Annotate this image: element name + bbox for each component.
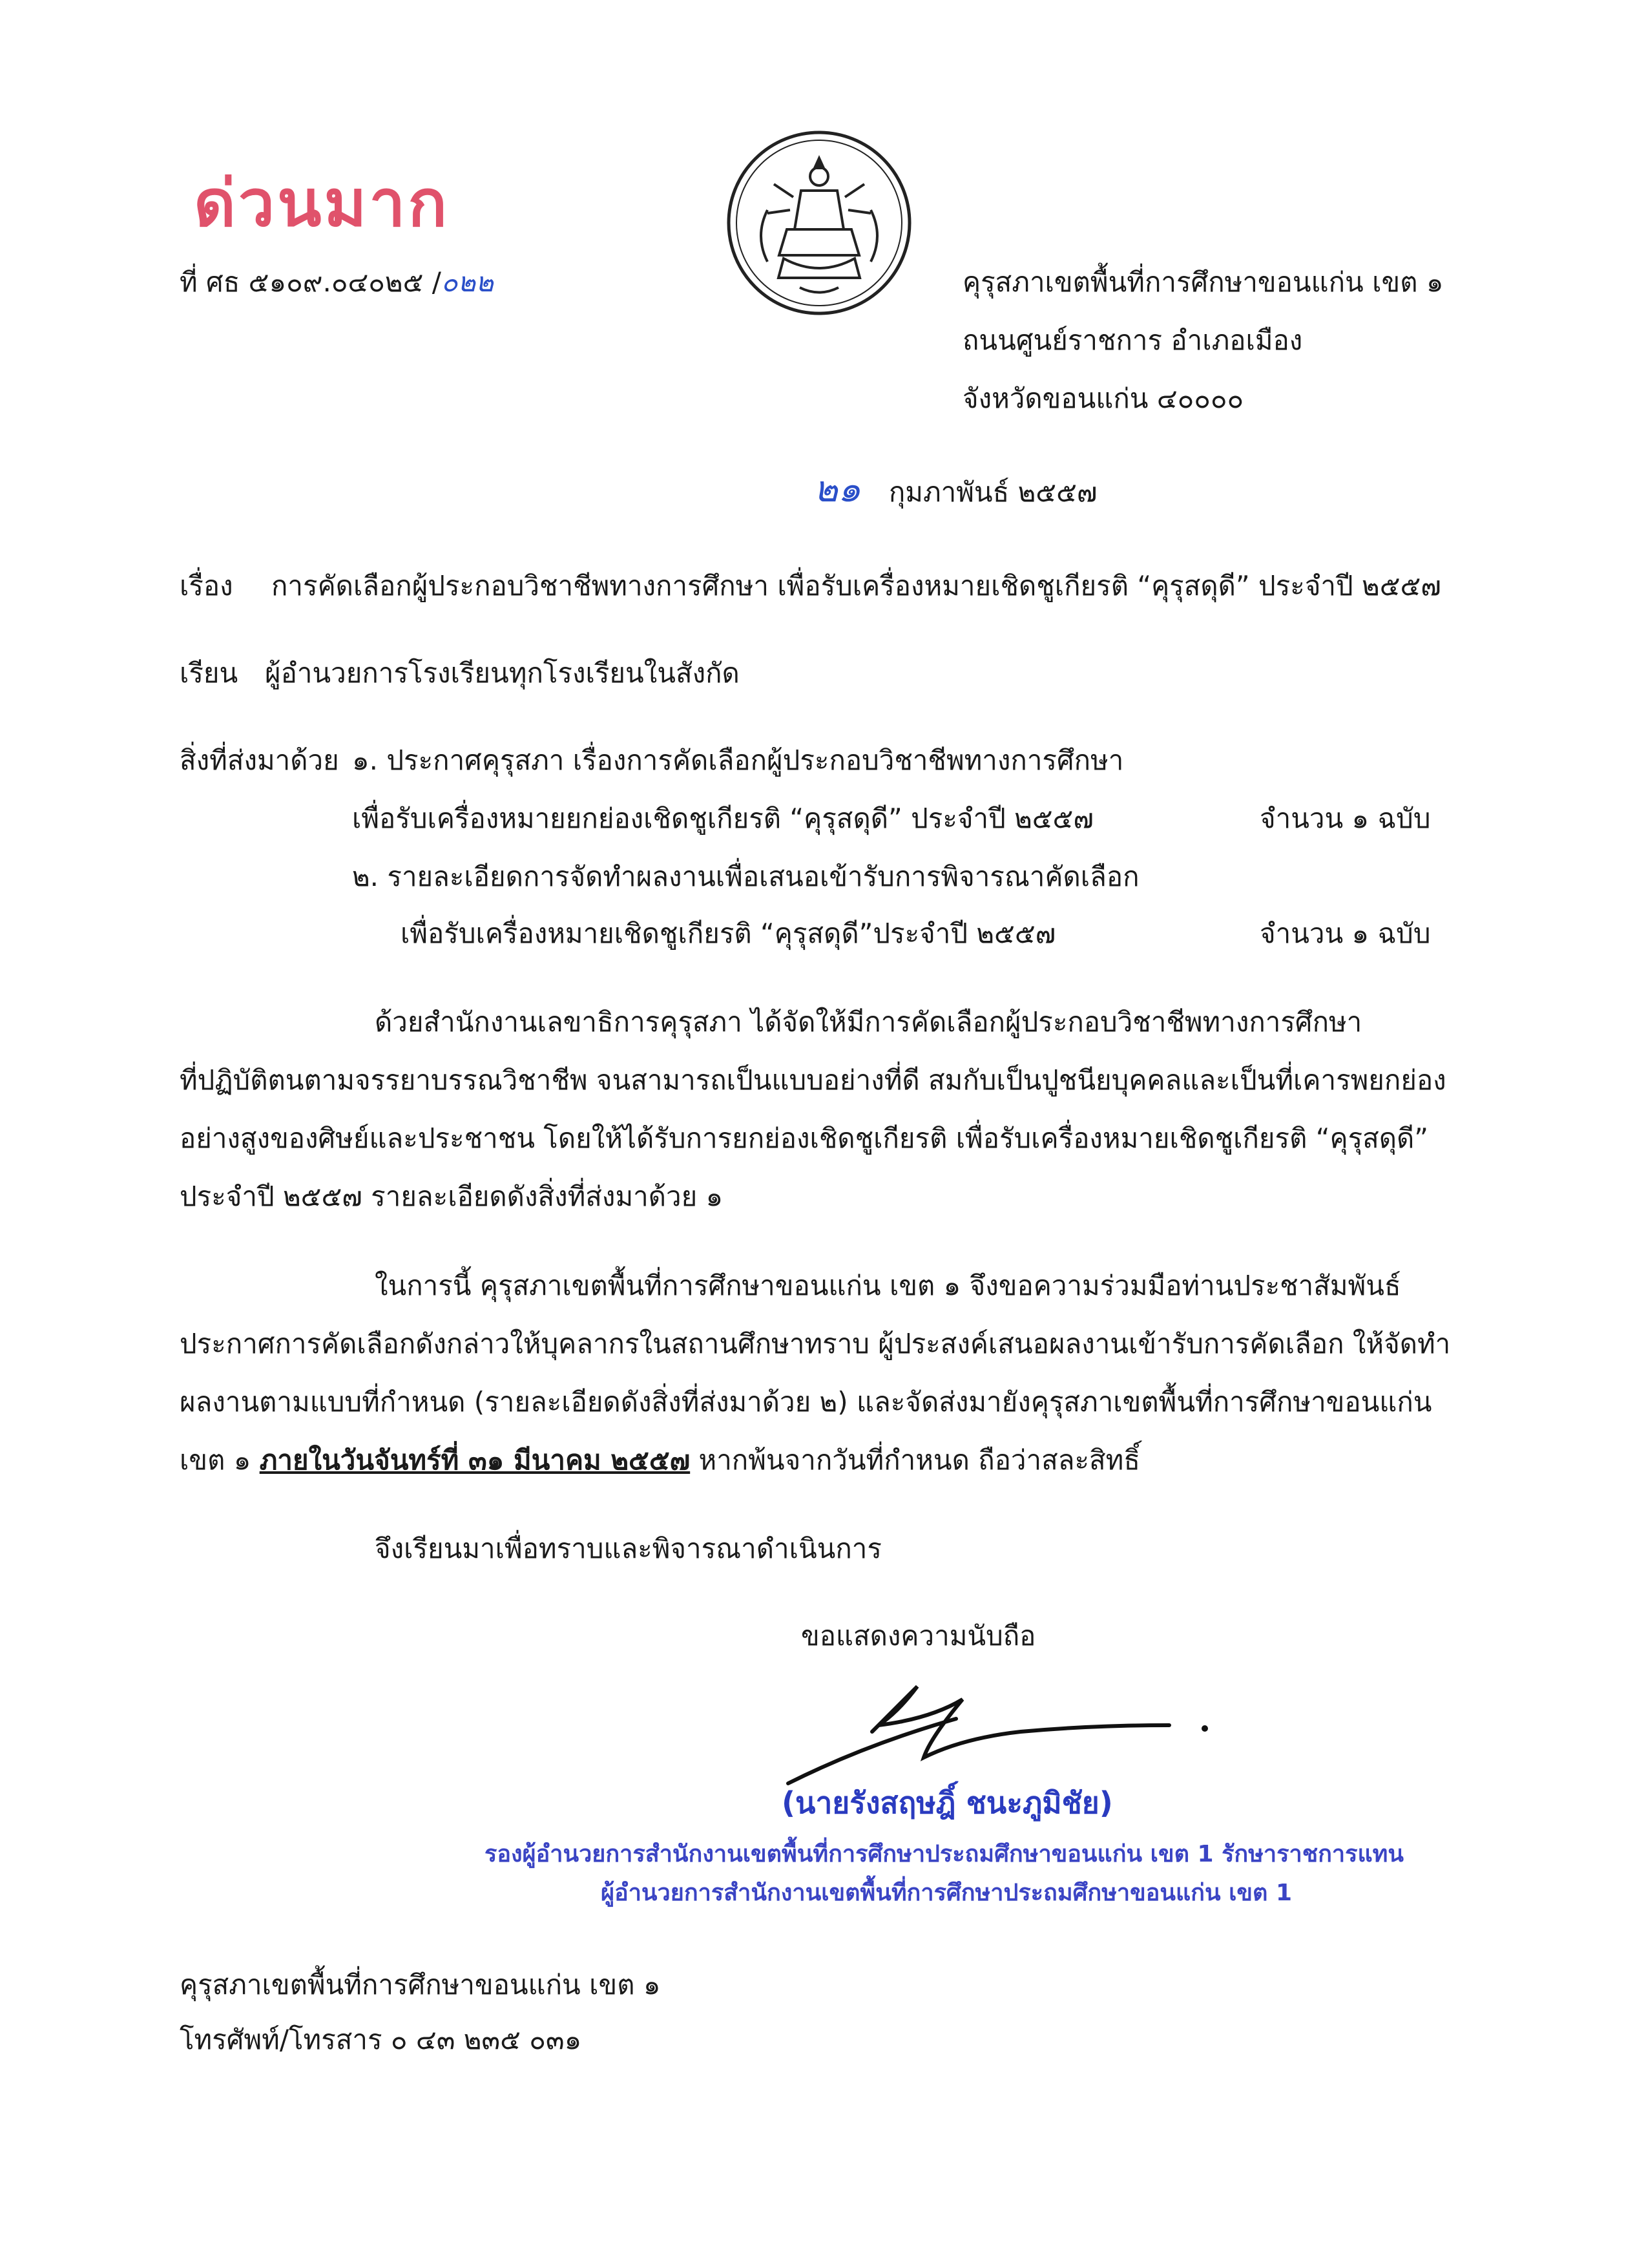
- paragraph-1-line-2: ที่ปฏิบัติตนตามจรรยาบรรณวิชาชีพ จนสามารถเป็นแบบอย่างที่ดี สมกับเป็นปูชนียบุคคลและเป็นที่เคารพยกย่อง: [180, 1064, 1446, 1096]
- enclosures-label: สิ่งที่ส่งมาด้วย: [180, 744, 339, 776]
- enclosure-1-line-2: เพื่อรับเครื่องหมายยกย่องเชิดชูเกียรติ “คุรุสดุดี” ประจำปี ๒๕๕๗: [352, 803, 1094, 834]
- paragraph-1-line-4: ประจำปี ๒๕๕๗ รายละเอียดดังสิ่งที่ส่งมาด้วย ๑: [180, 1181, 724, 1212]
- handwritten-signature-icon: [775, 1654, 1240, 1796]
- paragraph-1-line-1: ด้วยสำนักงานเลขาธิการคุรุสภา ได้จัดให้มีการคัดเลือกผู้ประกอบวิชาชีพทางการศึกษา: [375, 1006, 1362, 1038]
- paragraph-2-line-4-suffix: หากพ้นจากวันที่กำหนด ถือว่าสละสิทธิ์: [690, 1444, 1140, 1476]
- document-number: [180, 265, 494, 300]
- sender-address-line-3: จังหวัดขอนแก่น ๔๐๐๐๐: [963, 383, 1244, 414]
- paragraph-2-line-4-prefix: เขต ๑: [180, 1444, 260, 1476]
- submission-deadline: ภายในวันจันทร์ที่ ๓๑ มีนาคม ๒๕๕๗: [259, 1444, 691, 1476]
- subject-text: การคัดเลือกผู้ประกอบวิชาชีพทางการศึกษา เพื่อรับเครื่องหมายเชิดชูเกียรติ “คุรุสดุดี” ประจำปี ๒๕๕๗: [271, 570, 1441, 602]
- sender-address-line-2: ถนนศูนย์ราชการ อำเภอเมือง: [963, 324, 1303, 356]
- paragraph-1-line-3: อย่างสูงของศิษย์และประชาชน โดยให้ได้รับการยกย่องเชิดชูเกียรติ เพื่อรับเครื่องหมายเชิดชูเกียรติ “คุรุสดุดี”: [180, 1122, 1429, 1154]
- closing-request: จึงเรียนมาเพื่อทราบและพิจารณาดำเนินการ: [375, 1533, 882, 1564]
- urgent-stamp: ด่วนมาก: [194, 165, 450, 241]
- date-day-handwritten: ๒๑: [814, 468, 861, 510]
- document-date: [814, 470, 1097, 512]
- signatory-name: (นายรังสฤษฎิ์ ชนะภูมิชัย): [782, 1785, 1113, 1820]
- footer-office: คุรุสภาเขตพื้นที่การศึกษาขอนแก่น เขต ๑: [180, 1969, 661, 2000]
- enclosure-1-line-1: ๑. ประกาศคุรุสภา เรื่องการคัดเลือกผู้ประกอบวิชาชีพทางการศึกษา: [352, 744, 1124, 776]
- date-month-year: กุมภาพันธ์ ๒๕๕๗: [888, 476, 1098, 508]
- document-number-prefix: ที่ ศธ ๕๑๐๙.๐๔๐๒๕ /: [180, 266, 441, 298]
- paragraph-2-line-4: [180, 1443, 1140, 1478]
- enclosure-2-line-1: ๒. รายละเอียดการจัดทำผลงานเพื่อเสนอเข้ารับการพิจารณาคัดเลือก: [352, 861, 1140, 892]
- paragraph-2-line-2: ประกาศการคัดเลือกดังกล่าวให้บุคลากรในสถานศึกษาทราบ ผู้ประสงค์เสนอผลงานเข้ารับการคัดเลือก ให้จัดทำ: [180, 1328, 1451, 1360]
- enclosure-2-quantity: จำนวน ๑ ฉบับ: [1260, 918, 1431, 949]
- addressee-text: ผู้อำนวยการโรงเรียนทุกโรงเรียนในสังกัด: [265, 657, 740, 689]
- signatory-position-line-1: รองผู้อำนวยการสำนักงานเขตพื้นที่การศึกษาประถมศึกษาขอนแก่น เขต 1 รักษาราชการแทน: [484, 1841, 1404, 1867]
- paragraph-2-line-3: ผลงานตามแบบที่กำหนด (รายละเอียดดังสิ่งที่ส่งมาด้วย ๒) และจัดส่งมายังคุรุสภาเขตพื้นที่การศึกษาขอนแก่น: [180, 1386, 1432, 1418]
- courtesy-closing: ขอแสดงความนับถือ: [801, 1620, 1036, 1652]
- paragraph-2-line-1: ในการนี้ คุรุสภาเขตพื้นที่การศึกษาขอนแก่น เขต ๑ จึงขอความร่วมมือท่านประชาสัมพันธ์: [375, 1270, 1401, 1301]
- emblem-seal-icon: [722, 126, 916, 320]
- addressee-label: เรียน: [180, 657, 238, 689]
- subject-label: เรื่อง: [180, 570, 233, 602]
- sender-address-line-1: คุรุสภาเขตพื้นที่การศึกษาขอนแก่น เขต ๑: [963, 266, 1444, 298]
- document-number-handwritten: ๐๒๒: [441, 266, 494, 298]
- enclosure-1-quantity: จำนวน ๑ ฉบับ: [1260, 803, 1431, 834]
- signatory-position-line-2: ผู้อำนวยการสำนักงานเขตพื้นที่การศึกษาประถมศึกษาขอนแก่น เขต 1: [601, 1880, 1292, 1906]
- enclosure-2-line-2: เพื่อรับเครื่องหมายเชิดชูเกียรติ “คุรุสดุดี”ประจำปี ๒๕๕๗: [401, 918, 1056, 949]
- footer-phone: โทรศัพท์/โทรสาร ๐ ๔๓ ๒๓๕ ๐๓๑: [180, 2024, 582, 2055]
